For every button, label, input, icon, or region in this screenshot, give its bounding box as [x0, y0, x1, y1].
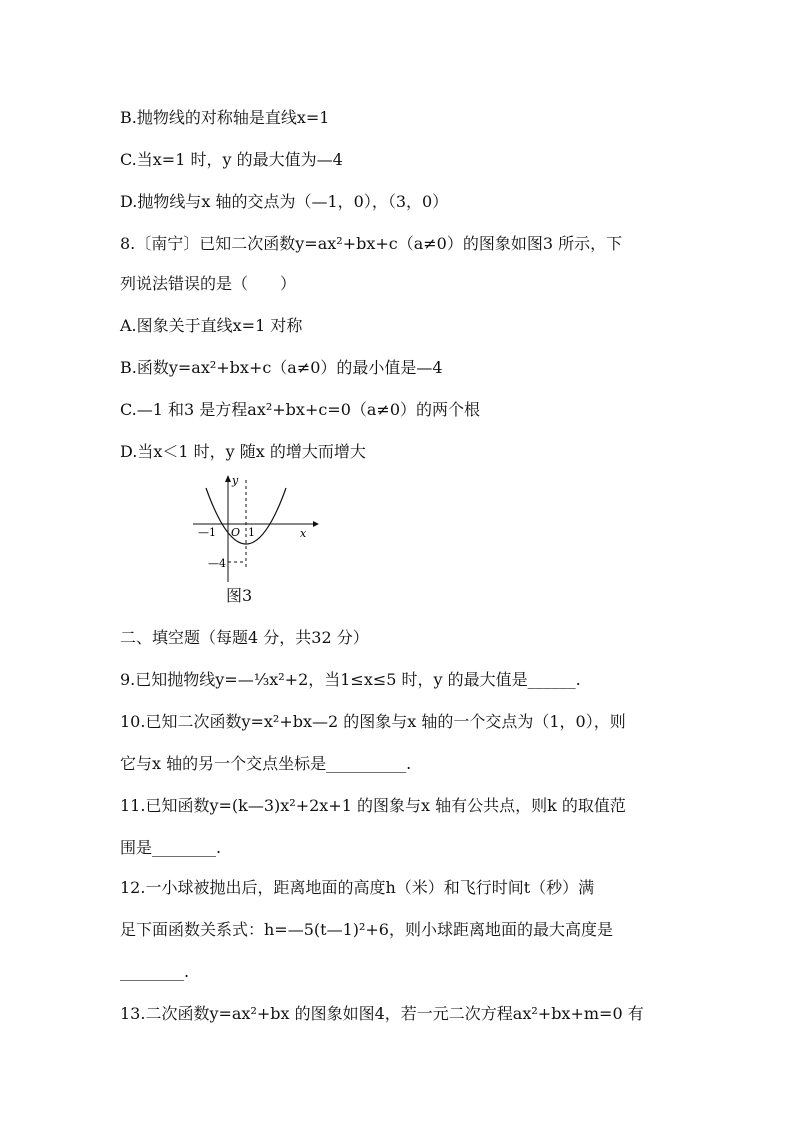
question-12-line-1: 12.一小球被抛出后，距离地面的高度h（米）和飞行时间t（秒）满 [120, 878, 595, 897]
origin-label: O [231, 526, 241, 539]
parabola-figure-3 [188, 470, 328, 610]
option-d-intersections: D.抛物线与x 轴的交点为（—1，0），（3，0） [120, 192, 449, 211]
question-12-line-2: 足下面函数关系式：h=—5(t—1)²+6，则小球距离地面的最大高度是 [120, 920, 613, 939]
question-8-option-d: D.当x＜1 时，y 随x 的增大而增大 [120, 442, 366, 461]
question-12-line-3: ________. [120, 962, 190, 981]
tick-label-1: 1 [248, 526, 255, 539]
x-axis-label: x [300, 527, 307, 540]
question-8-option-a: A.图象关于直线x=1 对称 [120, 316, 303, 335]
question-11-line-2: 围是________. [120, 838, 222, 857]
question-10-line-1: 10.已知二次函数y=x²+bx—2 的图象与x 轴的一个交点为（1，0），则 [120, 712, 626, 731]
section-2-heading: 二、填空题（每题4 分，共32 分） [120, 628, 369, 647]
question-11-line-1: 11.已知函数y=(k—3)x²+2x+1 的图象与x 轴有公共点，则k 的取值范 [120, 796, 626, 815]
question-8-line-1: 8.〔南宁〕已知二次函数y=ax²+bx+c（a≠0）的图象如图3 所示，下 [120, 234, 623, 253]
question-8-option-b: B.函数y=ax²+bx+c（a≠0）的最小值是—4 [120, 358, 443, 377]
y-axis-arrow [225, 475, 231, 482]
option-c-max-value: C.当x=1 时，y 的最大值为—4 [120, 150, 343, 169]
question-9: 9.已知抛物线y=—⅓x²+2，当1≤x≤5 时，y 的最大值是______. [120, 670, 581, 689]
y-axis-label: y [232, 474, 239, 487]
question-8-line-2: 列说法错误的是（ ） [120, 274, 297, 293]
question-8-option-c: C.—1 和3 是方程ax²+bx+c=0（a≠0）的两个根 [120, 400, 481, 419]
tick-label-neg4: —4 [208, 557, 226, 570]
tick-label-neg1: —1 [198, 526, 216, 539]
x-axis-arrow [313, 521, 319, 527]
figure-3-caption: 图3 [226, 586, 253, 605]
question-13-line-1: 13.二次函数y=ax²+bx 的图象如图4，若一元二次方程ax²+bx+m=0 有 [120, 1004, 644, 1023]
question-10-line-2: 它与x 轴的另一个交点坐标是__________. [120, 754, 412, 773]
option-b-axis-of-symmetry: B.抛物线的对称轴是直线x=1 [120, 108, 330, 127]
